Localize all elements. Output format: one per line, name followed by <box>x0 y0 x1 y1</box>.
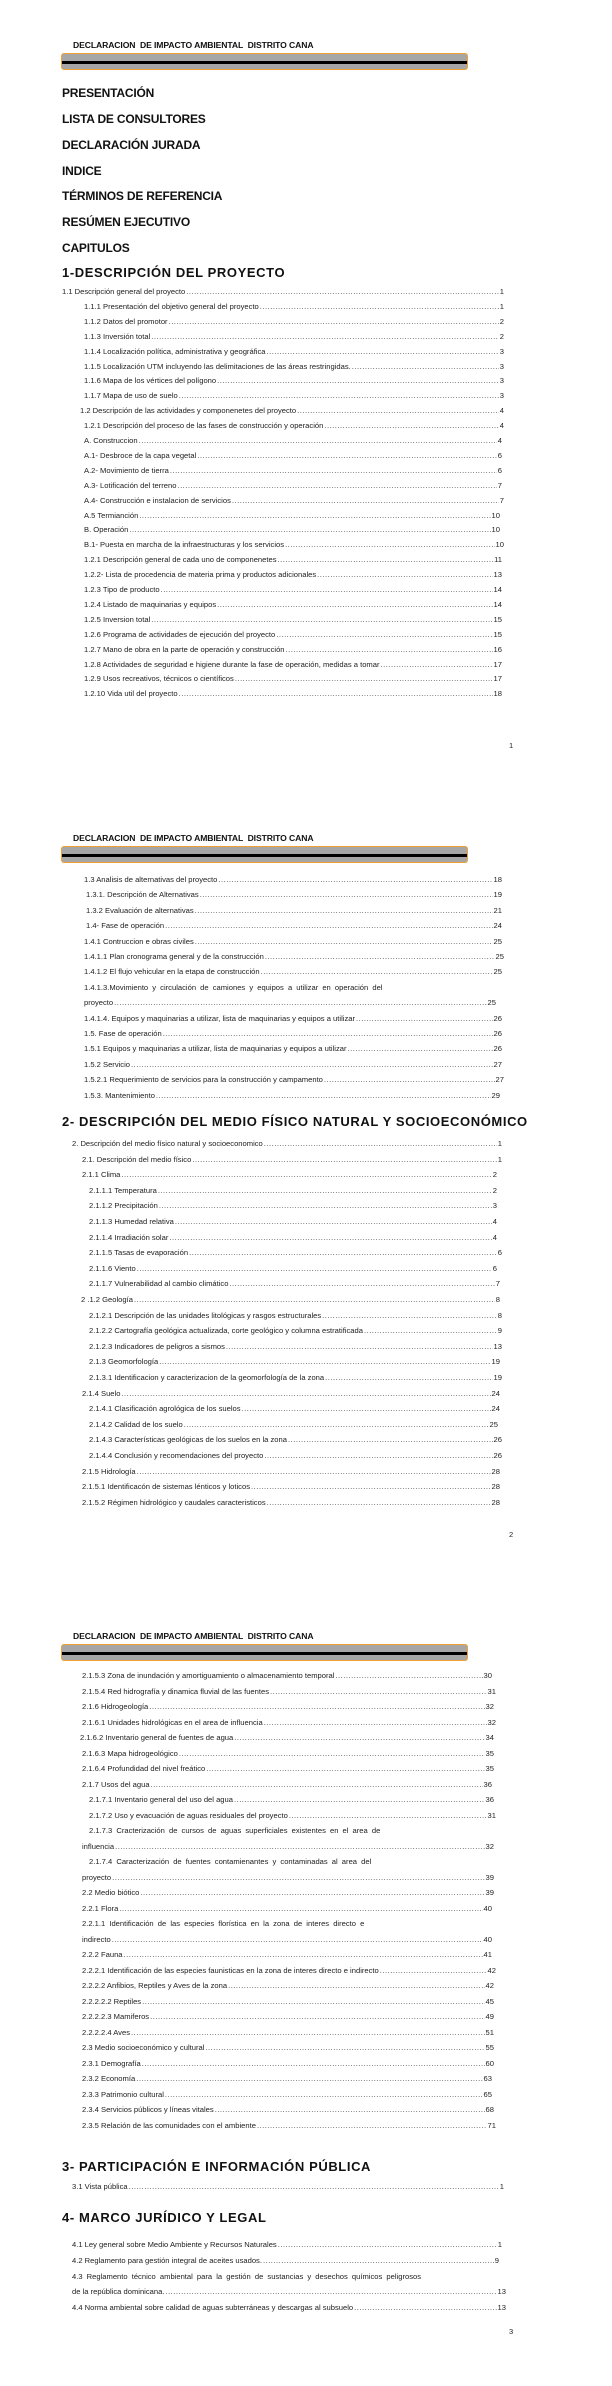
toc-entry[interactable] <box>82 2010 494 2023</box>
toc-entry-title: 2 .1.2 Geología <box>81 1295 133 1304</box>
toc-entry-title: 2.1.2.3 Indicadores de peligros a sismos <box>89 1341 225 1351</box>
front-matter-declaracion-jurada[interactable]: DECLARACIÓN JURADA <box>62 138 201 152</box>
dot-leader <box>205 2041 484 2054</box>
toc-entry-page: 25 <box>487 998 496 1008</box>
toc-entry-page: 8 <box>497 1310 502 1320</box>
toc-entry-title: 2.2.2.2.3 Mamiferos <box>82 2012 150 2021</box>
toc-entry-title: 2.1. Descripción del medio físico <box>82 1154 192 1164</box>
page-number: 3 <box>509 2327 514 2336</box>
chapter-4-heading[interactable]: 4- MARCO JURÍDICO Y LEGAL <box>62 2210 267 2225</box>
toc-entry-title: 1.2.1 Descripción general de cada uno de componenetes <box>84 555 277 565</box>
toc-entry-page: 21 <box>493 905 502 915</box>
toc-entry-page: 60 <box>485 2058 494 2068</box>
toc-entry-title: de la república dominicana. <box>72 2287 165 2297</box>
dot-leader <box>142 1995 484 2008</box>
toc-entry-page: 4 <box>492 1217 497 1226</box>
toc-entry-page: 1 <box>499 301 504 311</box>
toc-entry-title: A.3- Lotificación del terreno <box>84 480 177 490</box>
toc-entry-title: A.2- Movimiento de tierra <box>84 465 169 475</box>
toc-entry-title: influencia <box>82 1841 115 1851</box>
toc-entry-page: 9 <box>497 1326 502 1336</box>
front-matter-resumen-ejecutivo[interactable]: RESÚMEN EJECUTIVO <box>62 215 190 229</box>
toc-entry-title: 2.1.3 Geomorfología <box>89 1357 159 1367</box>
toc-entry-page: 41 <box>483 1950 492 1959</box>
toc-entry-page: 71 <box>487 2120 496 2130</box>
toc-entry-page: 8 <box>495 1295 500 1304</box>
toc-entry-title: 1.2 Descripción de las actividades y componenetes del proyecto <box>80 406 297 416</box>
toc-entry-page: 65 <box>483 2089 492 2099</box>
dot-leader <box>257 2119 487 2132</box>
toc-entry-title: 2.1.6 Hidrogeología <box>82 1702 149 1711</box>
toc-entry-page: 7 <box>497 480 502 490</box>
toc-entry-page: 15 <box>493 629 502 639</box>
toc-entry[interactable] <box>82 1948 492 1961</box>
toc-entry-title: 2.1.4.2 Calidad de los suelo <box>89 1419 183 1429</box>
toc-entry[interactable] <box>82 1995 494 2008</box>
dot-leader <box>119 1902 482 1915</box>
toc-entry-page: 13 <box>493 570 502 580</box>
dot-leader <box>142 2057 485 2070</box>
toc-entry-title: 4.4 Norma ambiental sobre calidad de aguas subterráneas y descargas al subsuelo <box>72 2303 354 2313</box>
toc-entry-page: 2 <box>499 316 504 326</box>
toc-entry-title: 1.4.1.1 Plan cronograma general y de la construcción <box>84 952 264 961</box>
dot-leader <box>129 2180 499 2193</box>
toc-entry-title: B.1- Puesta en marcha de la infraestructuras y los servicios <box>84 540 285 550</box>
toc-entry-title: 1.1 Descripción general del proyecto <box>62 287 186 296</box>
toc-entry[interactable] <box>82 1902 492 1915</box>
toc-entry-page: 6 <box>492 1263 497 1273</box>
toc-entry[interactable] <box>72 2301 506 2314</box>
toc-entry-page: 10 <box>491 510 500 520</box>
toc-entry-page: 42 <box>487 1965 496 1975</box>
toc-entry-page: 6 <box>497 1248 502 1258</box>
toc-entry-page: 39 <box>485 1888 494 1897</box>
toc-entry[interactable] <box>72 2254 499 2267</box>
front-matter-terminos-referencia[interactable]: TÉRMINOS DE REFERENCIA <box>62 189 223 203</box>
toc-entry-title: 2.3.1 Demografía <box>82 2058 141 2068</box>
toc-entry-title: 2.3.4 Servicios públicos y líneas vitales <box>82 2105 214 2114</box>
toc-entry[interactable] <box>82 1778 492 1791</box>
toc-entry[interactable] <box>82 1979 494 1992</box>
toc-entry-page: 28 <box>491 1482 500 1492</box>
dot-leader <box>140 1886 484 1899</box>
toc-entry-title: 1.5.1 Equipos y maquinarias a utilizar, lista de maquinarias y equipos a utilizar <box>84 1044 347 1054</box>
toc-entry-title: 2.1.1.3 Humedad relativa <box>89 1217 174 1226</box>
toc-entry-page: 18 <box>493 875 502 884</box>
toc-entry-page: 26 <box>493 1044 502 1054</box>
toc-entry-title: 2.1.1.2 Precipitación <box>89 1201 158 1211</box>
toc-entry[interactable] <box>72 2238 502 2251</box>
toc-entry-page: 4 <box>499 421 504 431</box>
toc-entry-title: 1.4- Fase de operación <box>86 921 165 931</box>
toc-entry-page: 6 <box>497 465 502 475</box>
toc-entry-page: 1 <box>499 287 504 296</box>
toc-entry-title: 3.1 Vista pública <box>72 2182 128 2191</box>
dot-leader <box>270 1685 487 1698</box>
toc-entry-title: 1.4.1 Contruccion e obras civiles <box>84 936 194 946</box>
toc-entry-page: 29 <box>491 1090 500 1100</box>
toc-entry-page: 4 <box>492 1232 497 1242</box>
toc-entry-title: 2.1.7.4 Caracterización de fuentes contamienantes y contaminadas al area del <box>89 1857 372 1866</box>
toc-entry-page: 14 <box>493 599 502 609</box>
front-matter-presentacion[interactable]: PRESENTACIÓN <box>62 86 155 100</box>
dot-leader <box>234 1731 484 1744</box>
toc-entry-page: 17 <box>493 659 502 669</box>
toc-entry-page: 1 <box>497 1154 502 1164</box>
toc-entry-title: 2.3 Medio socioeconómico y cultural <box>82 2043 205 2052</box>
toc-entry-title: 2.1.7.1 Inventario general del uso del agua <box>89 1795 233 1804</box>
toc-entry-page: 27 <box>493 1059 502 1069</box>
toc-entry[interactable] <box>82 1871 494 1884</box>
toc-entry[interactable] <box>89 1793 494 1806</box>
running-header-title: DECLARACION DE IMPACTO AMBIENTAL DISTRITO CANA <box>73 40 314 50</box>
toc-entry-page: 16 <box>493 644 502 654</box>
toc-entry-page: 25 <box>489 1419 498 1429</box>
toc-entry[interactable] <box>82 1685 496 1698</box>
toc-entry-title: 2.1.3.1 Identificacion y caracterizacion de la geomorfología de la zona <box>89 1373 325 1382</box>
toc-entry-page: 1 <box>497 1139 502 1148</box>
page-number: 1 <box>509 741 514 750</box>
toc-entry-page: 3 <box>499 391 504 401</box>
toc-entry-page: 27 <box>495 1075 504 1085</box>
toc-entry-page: 3 <box>499 346 504 356</box>
toc-entry-page: 1 <box>499 2182 504 2191</box>
dot-leader <box>150 2010 484 2023</box>
toc-entry-page: 68 <box>485 2105 494 2114</box>
toc-entry[interactable] <box>82 1917 420 1930</box>
toc-entry-title: 2.2 Medio biótico <box>82 1888 140 1897</box>
toc-entry-page: 2 <box>492 1185 497 1195</box>
toc-entry-title: indirecto <box>82 1934 111 1944</box>
toc-entry-page: 2 <box>492 1170 497 1180</box>
toc-entry-title: proyecto <box>84 998 114 1008</box>
toc-entry-page: 3 <box>499 376 504 386</box>
toc-entry-page: 19 <box>493 1373 502 1382</box>
toc-entry-page: 26 <box>493 1029 502 1038</box>
toc-entry[interactable] <box>82 1840 494 1853</box>
toc-entry-title: 2.1.6.3 Mapa hidrogeológico <box>82 1748 178 1758</box>
toc-entry[interactable] <box>82 1669 492 1682</box>
dot-leader <box>112 1933 483 1946</box>
toc-entry-title: 1.3.1. Descripción de Alternativas <box>86 890 199 900</box>
toc-entry-title: 2.1.5.4 Red hidrografía y dinamica fluvial de las fuentes <box>82 1686 269 1696</box>
dot-leader <box>131 2026 485 2039</box>
toc-entry[interactable] <box>82 1716 496 1729</box>
toc-entry-title: 4.3 Reglamento técnico ambiental para la gestión de sustancias y desechos químicos peligrosos <box>72 2271 422 2281</box>
running-header-title: DECLARACION DE IMPACTO AMBIENTAL DISTRITO CANA <box>73 833 314 843</box>
toc-entry-title: A.1- Desbroce de la capa vegetal <box>84 450 197 460</box>
front-matter-lista-consultores[interactable]: LISTA DE CONSULTORES <box>62 112 206 126</box>
toc-entry-title: 2.1.5.1 Identificacón de sistemas lénticos y loticos <box>82 1482 250 1492</box>
toc-entry[interactable] <box>82 2072 492 2085</box>
toc-entry-page: 2 <box>499 331 504 341</box>
toc-entry[interactable] <box>82 1700 494 1713</box>
toc-entry-title: 2.1.7 Usos del agua <box>82 1779 150 1789</box>
toc-entry-page: 35 <box>485 1764 494 1773</box>
dot-leader <box>289 1809 487 1822</box>
toc-entry-title: 2.1.6.1 Unidades hidrológicas en el area de influencia <box>82 1717 263 1727</box>
toc-entry[interactable] <box>82 2057 494 2070</box>
dot-leader <box>151 1778 483 1791</box>
toc-entry-title: 2.1.5.3 Zona de inundación y amortiguamiento o almacenamiento temporal <box>82 1671 335 1680</box>
running-header-title: DECLARACION DE IMPACTO AMBIENTAL DISTRITO CANA <box>73 1631 314 1641</box>
toc-entry[interactable] <box>89 1824 440 1837</box>
toc-entry[interactable] <box>82 1886 494 1899</box>
toc-entry-title: 2.1.7.2 Uso y evacuación de aguas residuales del proyecto <box>89 1810 288 1820</box>
toc-entry-title: 2.1.1.1 Temperatura <box>89 1185 157 1195</box>
toc-entry-title: 1.1.4 Localización política, administrativa y geográfica <box>84 346 266 356</box>
dot-leader <box>278 2238 497 2251</box>
toc-entry-title: 2.1.1.6 Viento <box>89 1263 136 1273</box>
toc-entry-title: 2.2.2.2.2 Reptiles <box>82 1996 142 2006</box>
toc-entry-title: 1.4.1.4. Equipos y maquinarias a utilizar, lista de maquinarias y equipos a utilizar <box>84 1013 355 1023</box>
chapter-3-heading[interactable]: 3- PARTICIPACIÓN E INFORMACIÓN PÚBLICA <box>62 2159 372 2174</box>
toc-entry-page: 30 <box>483 1671 492 1680</box>
dot-leader <box>380 1964 487 1977</box>
toc-entry-page: 9 <box>494 2255 499 2265</box>
toc-entry-title: 1.5.2 Servicio <box>84 1059 131 1069</box>
toc-entry-title: 2.3.3 Patrimonio cultural <box>82 2089 164 2099</box>
toc-entry[interactable] <box>82 2088 492 2101</box>
toc-entry-page: 34 <box>485 1733 494 1742</box>
header-decorative-bar <box>61 1644 468 1661</box>
toc-entry-page: 51 <box>485 2027 494 2037</box>
toc-entry-title: 2.2.2.2 Anfibios, Reptiles y Aves de la zona <box>82 1981 228 1990</box>
toc-entry-title: A. Construccion <box>84 436 138 445</box>
toc-entry-page: 4 <box>497 436 502 445</box>
dot-leader <box>115 1840 484 1853</box>
toc-entry-page: 19 <box>491 1357 500 1367</box>
dot-leader <box>136 2072 482 2085</box>
toc-entry[interactable] <box>80 1731 494 1744</box>
front-matter-capitulos[interactable]: CAPITULOS <box>62 241 130 255</box>
toc-entry-page: 32 <box>485 1841 494 1851</box>
toc-entry-page: 7 <box>495 1279 500 1289</box>
dot-leader <box>263 2254 494 2267</box>
toc-entry-page: 14 <box>493 585 502 594</box>
dot-leader <box>215 2103 485 2116</box>
toc-entry-page: 1 <box>497 2240 502 2249</box>
dot-leader <box>179 1747 485 1760</box>
toc-entry-title: 1.4.1.3.Movimiento y circulación de camiones y equipos a utilizar en operación del <box>84 982 383 992</box>
toc-entry-page: 25 <box>493 967 502 977</box>
toc-entry-title: 1.3.2 Evaluación de alternativas <box>86 905 194 915</box>
toc-entry-page: 10 <box>495 540 504 550</box>
toc-entry-page: 31 <box>487 1686 496 1696</box>
toc-entry-title: 2.1.4.1 Clasificación agrológica de los suelos <box>89 1404 241 1414</box>
toc-entry-title: 4.1 Ley general sobre Medio Ambiente y Recursos Naturales <box>72 2240 277 2249</box>
toc-entry-page: 6 <box>497 450 502 460</box>
toc-entry-page: 18 <box>493 689 502 699</box>
toc-entry-title: 1.5. Fase de operación <box>84 1029 162 1038</box>
toc-entry-page: 40 <box>483 1903 492 1913</box>
toc-entry[interactable] <box>82 1747 494 1760</box>
toc-entry-title: 1.3 Analisis de alternativas del proyecto <box>84 875 218 884</box>
toc-entry-title: 1.2.6 Programa de actividades de ejecución del proyecto <box>84 629 276 639</box>
toc-entry-page: 36 <box>485 1795 494 1804</box>
toc-entry-page: 25 <box>495 952 504 961</box>
toc-entry[interactable] <box>82 1964 496 1977</box>
toc-entry-title: 2.2.2 Fauna <box>82 1950 123 1959</box>
toc-entry-title: 1.2.8 Actividades de seguridad e higiene durante la fase de operación, medidas a tomar <box>84 659 380 669</box>
toc-entry-page: 26 <box>493 1013 502 1023</box>
toc-entry-title: 1.2.2- Lista de procedencia de materia prima y productos adicionales <box>84 570 317 580</box>
toc-entry[interactable] <box>89 1855 440 1868</box>
toc-entry[interactable] <box>82 1762 494 1775</box>
dot-leader <box>234 1793 485 1806</box>
toc-entry-page: 28 <box>491 1497 500 1507</box>
toc-entry[interactable] <box>82 1933 492 1946</box>
toc-entry-title: 1.5.2.1 Requerimiento de servicios para la construcción y campamento <box>84 1075 323 1085</box>
dot-leader <box>165 2088 483 2101</box>
toc-entry-page: 32 <box>487 1717 496 1727</box>
toc-entry[interactable] <box>72 2285 506 2298</box>
dot-leader <box>228 1979 484 1992</box>
toc-entry-title: A.4- Construcción e instalacion de servicios <box>84 495 231 505</box>
toc-entry-title: 1.1.5 Localización UTM incluyendo las delimitaciones de las áreas restringidas. <box>84 361 351 371</box>
toc-entry-title: 1.2.7 Mano de obra en la parte de operación y construcción <box>84 644 285 654</box>
toc-entry-page: 42 <box>485 1981 494 1990</box>
chapter-2-heading[interactable]: 2- DESCRIPCIÓN DEL MEDIO FÍSICO NATURAL Y SOCIOECONÓMICO <box>62 1114 528 1129</box>
toc-entry-page: 55 <box>485 2043 494 2052</box>
toc-entry-page: 36 <box>483 1779 492 1789</box>
toc-entry-page: 4 <box>499 406 504 416</box>
toc-entry-page: 10 <box>491 525 500 535</box>
toc-entry-page: 25 <box>493 936 502 946</box>
toc-entry-page: 19 <box>493 890 502 900</box>
toc-entry[interactable] <box>82 2026 494 2039</box>
toc-entry-page: 7 <box>499 495 504 505</box>
toc-entry-title: 1.1.3 Inversión total <box>84 331 151 341</box>
toc-entry-page: 11 <box>494 555 502 565</box>
toc-entry-title: 1.4.1.2 El flujo vehicular en la etapa de construcción <box>84 967 260 977</box>
toc-entry-page: 15 <box>493 614 502 624</box>
front-matter-indice[interactable]: INDICE <box>62 164 102 178</box>
dot-leader <box>165 2285 496 2298</box>
page-number: 2 <box>509 1530 514 1539</box>
toc-entry-page: 26 <box>493 1451 502 1460</box>
toc-entry-title: 2.2.1.1 Identificación de las especies florística en la zona de interes directo e <box>82 1919 365 1928</box>
toc-entry-title: proyecto <box>82 1872 112 1882</box>
toc-entry-page: 3 <box>499 361 504 371</box>
toc-entry-title: 1.1.6 Mapa de los vértices del polígono <box>84 376 217 386</box>
toc-entry-title: 2.2.2.2.4 Aves <box>82 2027 130 2037</box>
dot-leader <box>149 1700 484 1713</box>
toc-entry-page: 3 <box>492 1201 497 1211</box>
toc-entry-page: 26 <box>493 1435 502 1445</box>
dot-leader <box>354 2301 496 2314</box>
toc-entry-title: 2.1.4 Suelo <box>82 1388 121 1398</box>
toc-entry-title: 1.2.3 Tipo de producto <box>84 585 160 594</box>
toc-entry-page: 40 <box>483 1934 492 1944</box>
toc-entry-title: 2.1.4.4 Conclusión y recomendaciones del proyecto <box>89 1451 264 1460</box>
dot-leader <box>264 1716 487 1729</box>
toc-entry-title: 2.2.1 Flora <box>82 1903 119 1913</box>
toc-entry-title: 4.2 Reglamento para gestión integral de aceites usados. <box>72 2255 262 2265</box>
toc-entry-page: 45 <box>485 1996 494 2006</box>
toc-entry-title: 2.1.6.4 Profundidad del nivel freático <box>82 1764 206 1773</box>
toc-entry-title: 1.2.4 Listado de maquinarias y equipos <box>84 599 217 609</box>
chapter-1-heading[interactable]: 1-DESCRIPCIÓN DEL PROYECTO <box>62 265 286 280</box>
toc-entry-title: 2.1.2.2 Cartografía geológica actualizada, corte geológico y columna estratificada <box>89 1326 363 1336</box>
toc-entry-title: 2. Descripción del medio físico natural y socioeconomico <box>72 1139 263 1148</box>
toc-entry-title: 2.1.7.3 Cracterización de cursos de aguas superficiales existentes en el area de <box>89 1826 381 1835</box>
dot-leader <box>335 1669 482 1682</box>
toc-entry-page: 24 <box>491 1404 500 1414</box>
toc-entry-title: 1.1.7 Mapa de uso de suelo <box>84 391 178 401</box>
toc-entry-page: 32 <box>485 1702 494 1711</box>
toc-entry-title: 2.1.5 Hidrología <box>82 1466 136 1476</box>
toc-entry-title: 2.1.4.3 Características geológicas de los suelos en la zona <box>89 1435 287 1445</box>
toc-entry-title: 2.3.5 Relación de las comunidades con el ambiente <box>82 2120 256 2130</box>
toc-entry-page: 13 <box>497 2303 506 2313</box>
toc-entry[interactable] <box>82 2041 494 2054</box>
toc-entry-page: 63 <box>483 2074 492 2083</box>
toc-entry-title: 2.1.2.1 Descripción de las unidades litológicas y rasgos estructurales <box>89 1310 322 1320</box>
toc-entry[interactable] <box>89 1809 496 1822</box>
toc-entry-title: 2.1.1.5 Tasas de evaporación <box>89 1248 189 1258</box>
dot-leader <box>206 1762 484 1775</box>
toc-entry-title: 1.2.10 Vida util del proyecto <box>84 689 178 699</box>
toc-entry-title: 1.2.5 Inversion total <box>84 614 151 624</box>
toc-entry-title: B. Operación <box>84 525 129 535</box>
toc-entry-page: 24 <box>493 921 502 931</box>
toc-entry-title: 2.1.1 Clima <box>82 1170 121 1180</box>
dot-leader <box>112 1871 484 1884</box>
toc-entry-title: 2.1.6.2 Inventario general de fuentes de agua <box>80 1733 234 1742</box>
toc-entry-title: 2.2.2.1 Identificación de las especies faunisticas en la zona de interes directo e indirecto <box>82 1965 379 1975</box>
toc-entry-page: 13 <box>497 2287 506 2297</box>
toc-entry-title: 1.2.9 Usos recreativos, técnicos o científicos <box>84 674 234 684</box>
toc-entry-page: 49 <box>485 2012 494 2021</box>
toc-entry-title: 2.1.5.2 Régimen hidrológico y caudales caracteristicos <box>82 1497 266 1507</box>
toc-entry-page: 13 <box>493 1341 502 1351</box>
toc-entry[interactable] <box>72 2180 504 2193</box>
toc-entry-title: 1.5.3. Mantenimiento <box>84 1090 155 1100</box>
toc-entry[interactable] <box>72 2270 500 2283</box>
toc-entry-title: A.5 Termianción <box>84 510 139 520</box>
toc-entry-title: 1.1.2 Datos del promotor <box>84 316 168 326</box>
toc-entry[interactable] <box>82 2103 494 2116</box>
toc-entry-page: 24 <box>491 1388 500 1398</box>
toc-entry-title: 2.3.2 Economía <box>82 2074 136 2083</box>
toc-entry-title: 1.1.1 Presentación del objetivo general del proyecto <box>84 301 259 311</box>
toc-entry-page: 39 <box>485 1872 494 1882</box>
toc-entry-title: 2.1.1.7 Vulnerabilidad al cambio climático <box>89 1279 229 1289</box>
dot-leader <box>124 1948 483 1961</box>
toc-entry-page: 28 <box>491 1466 500 1476</box>
toc-entry-title: 2.1.1.4 Irradiación solar <box>89 1232 169 1242</box>
toc-entry-page: 17 <box>493 674 502 684</box>
toc-entry-page: 35 <box>485 1748 494 1758</box>
toc-entry-page: 31 <box>487 1810 496 1820</box>
toc-entry-title: 1.2.1 Descripción del proceso de las fases de construcción y operación <box>84 421 324 431</box>
toc-entry[interactable] <box>82 2119 496 2132</box>
